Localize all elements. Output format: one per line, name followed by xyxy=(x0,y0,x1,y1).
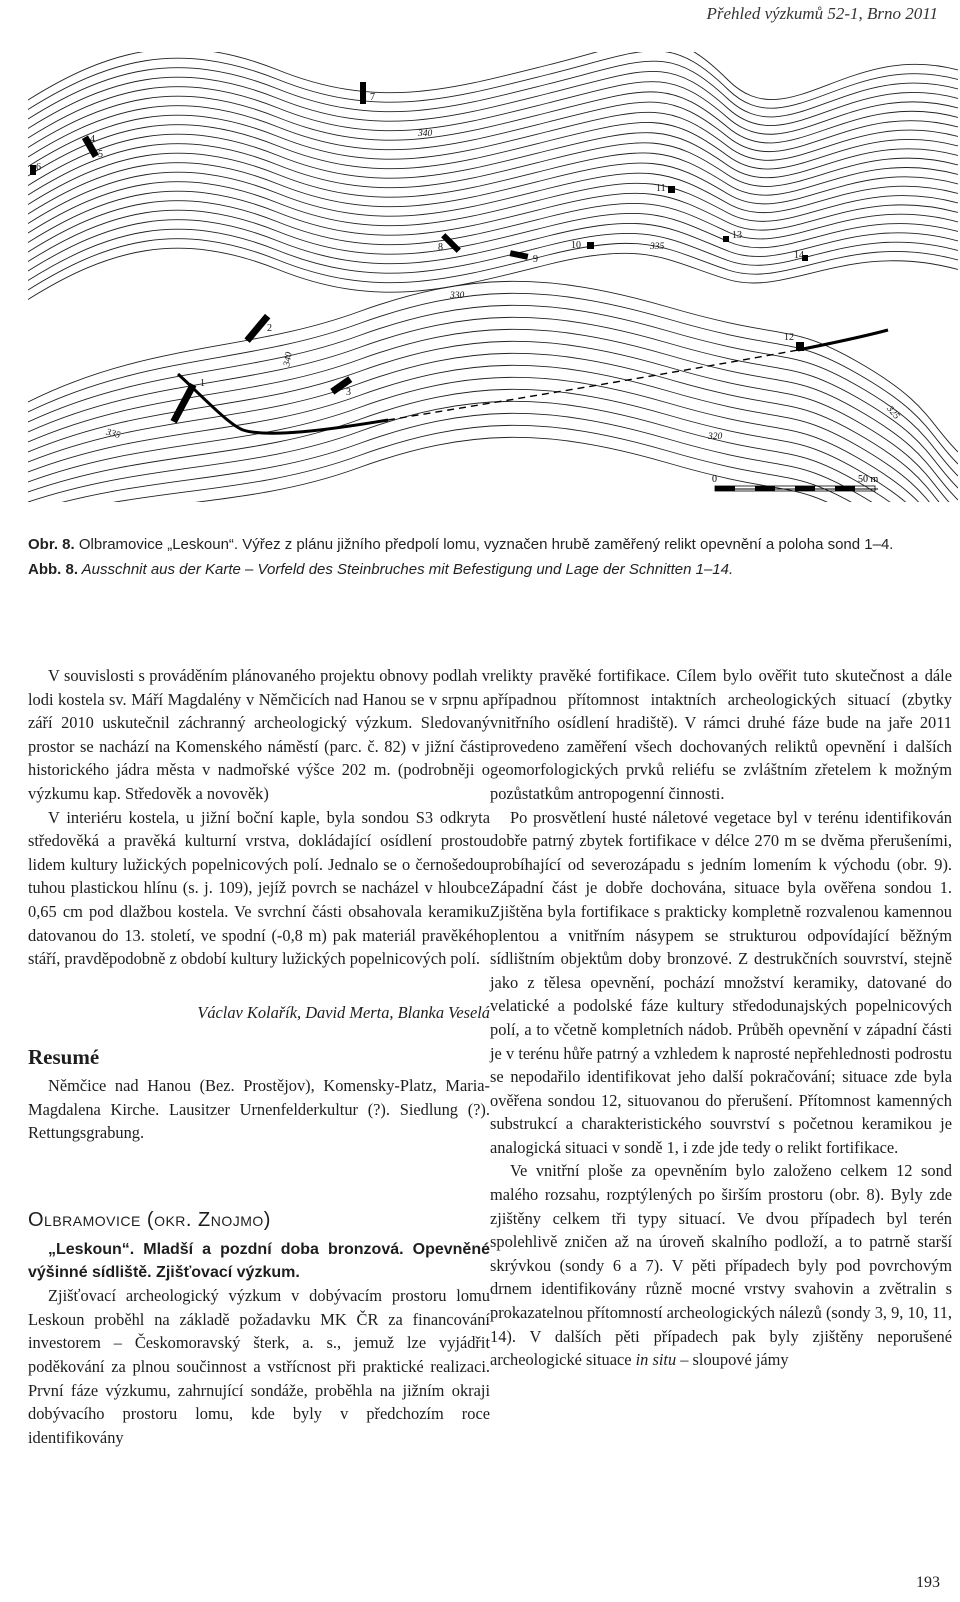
trench-label-12: 12 xyxy=(784,332,794,343)
right-paragraph-3 xyxy=(490,1159,952,1371)
contour-line xyxy=(28,52,958,100)
right-paragraph-3-end: – sloupové jámy xyxy=(676,1350,789,1370)
contour-label-335-west: 335 xyxy=(104,427,122,441)
contour-map xyxy=(28,52,958,502)
caption-czech xyxy=(28,534,940,555)
contour-map-figure xyxy=(28,52,958,502)
trench-9 xyxy=(510,250,529,260)
trench-7 xyxy=(360,82,366,104)
running-head: Přehled výzkumů 52-1, Brno 2011 xyxy=(706,4,938,23)
right-paragraph-3-text: Ve vnitřní ploše za opevněním bylo založeno celkem 12 sond malého rozsahu, rozptýlených po širším prostoru (obr. 8). Byly zde zjištěny celkem tři typy situací. Ve dvou případech byl terén spolehlivě zničen až na úroveň skalního podloží, a to patrně starší skrývkou (sondy 6 a 7). V pěti případech byly pod povrchovým drnem identifikovány různě mocné vrstvy svahovin a zvětralin s prokazatelnou přítomností archeologických nálezů (sondy 3, 9, 10, 11, 14). V dalších pěti případech pak byly zjištěny neporušené archeologické situace xyxy=(490,1161,952,1370)
right-column xyxy=(490,664,952,1372)
contour-line xyxy=(28,92,958,148)
authors: Václav Kolařík, David Merta, Blanka Veselá xyxy=(197,1002,490,1022)
contour-label-325: 325 xyxy=(884,404,902,422)
contour-line xyxy=(28,182,958,233)
contour-label-340-south: 340 xyxy=(282,351,295,368)
left-paragraph-3: Zjišťovací archeologický výzkum v dobývacím prostoru lomu Leskoun proběhl na základě požadavku MK ČR za financování investorem – Českomoravský šterk, a. s., jemuž lze vyjádřit poděkování za plnou součinnost a vstřícnost při praktické realizaci. První fáze výzkumu, zahrnující sondáže, proběhla na jižním okraji dobývacího prostoru lomu, kde byly v předchozím roce identifikovány xyxy=(28,1286,490,1447)
caption-czech-text: Olbramovice „Leskoun“. Výřez z plánu jižního předpolí lomu, vyznačen hrubě zaměřený relikt opevnění a poloha sond 1–4. xyxy=(74,536,894,553)
left-paragraph-1: V souvislosti s prováděním plánovaného projektu obnovy podlah v lodi kostela sv. Máří Magdalény v Němčicích nad Hanou se v srpnu a září 2010 uskutečnil záchranný archeologický výzkum. Sledovaný prostor se nachází na Komenského náměstí (parc. č. 82) v jižní části historického jádra města v nadmořské výšce 202 m. (podrobněji o výzkumu kap. Středověk a novověk) xyxy=(28,666,490,803)
trench-label-11: 11 xyxy=(656,183,666,194)
trench-label-6: 6 xyxy=(36,162,41,173)
contour-line xyxy=(28,191,958,242)
right-paragraph-2: Po prosvětlení husté náletové vegetace byl v terénu identifikován dobře patrný zbytek fortifikace v délce 270 m se dvěma přerušeními, probíhající od severozápadu s jedním lomením k východu (obr. 9). Západní část je dobře dochována, situace byla ověřena sondou 1. Zjištěna byla fortifikace s prakticky kompletně rozvalenou kamennou plentou a vnitřním násypem se strukturou odpovídající běžným sídlištním objektům doby bronzové. Z destrukčních souvrství, stejně jako z tělesa opevnění, pochází množství keramiky, datované do velatické a podolské fáze kultury středodunajských popelnicových polí, a to včetně kompletních nádob. Průběh opevnění v západní části je v terénu hůře patrný a vzhledem k naprosté nepřehlednosti podrostu se nepodařilo identifikovat jeho další pokračování; situace zde byla ověřena sondou 12, situovanou do přerušení. Přítomnost kamenných substrukcí a charakteristického souvrství s početnou keramikou je analogická situaci v sondě 1, i zde jde tedy o relikt fortifikace. xyxy=(490,807,952,1157)
trench-label-2: 2 xyxy=(267,323,272,334)
trench-12 xyxy=(796,342,804,351)
contour-line xyxy=(28,153,958,205)
contour-line xyxy=(28,201,958,252)
site-subtitle: „Leskoun“. Mladší a pozdní doba bronzová. Opevněné výšinné sídliště. Zjišťovací výzkum. xyxy=(28,1241,490,1282)
contour-line xyxy=(28,389,958,502)
caption-german-label: Abb. 8. xyxy=(28,561,79,578)
caption-german-text: Ausschnit aus der Karte – Vorfeld des Steinbruches mit Befestigung und Lage der Schnitten 1–14. xyxy=(78,561,734,578)
contour-line xyxy=(28,102,958,157)
contour-label-340-north: 340 xyxy=(418,129,433,139)
contour-line xyxy=(28,437,958,502)
contour-label-320: 320 xyxy=(708,432,723,442)
scale-bar xyxy=(712,474,879,491)
site-heading: Olbramovice (okr. Znojmo) xyxy=(28,1208,271,1231)
contour-line xyxy=(28,61,958,119)
trench-label-4: 4 xyxy=(90,134,95,145)
trench-label-5: 5 xyxy=(98,149,103,160)
resume-heading: Resumé xyxy=(28,1045,100,1070)
trench-label-1: 1 xyxy=(200,378,205,389)
contour-line xyxy=(28,341,958,502)
caption-czech-label: Obr. 8. xyxy=(28,536,75,553)
page-number: 193 xyxy=(916,1574,940,1591)
figure-caption xyxy=(28,534,940,580)
trench-label-7: 7 xyxy=(370,92,375,103)
contour-line xyxy=(28,82,958,138)
contour-label-335-east: 335 xyxy=(650,242,665,252)
contour-line xyxy=(28,71,958,128)
trench-label-10: 10 xyxy=(571,240,581,251)
trench-label-3: 3 xyxy=(346,387,351,398)
contour-line xyxy=(28,143,958,195)
trench-10 xyxy=(587,242,594,249)
contour-line xyxy=(28,172,958,223)
contour-line xyxy=(28,365,958,502)
contour-line xyxy=(28,163,958,214)
contour-line xyxy=(28,52,958,110)
scale-zero-label: 0 xyxy=(712,474,717,485)
left-paragraph-2: V interiéru kostela, u jižní boční kaple, byla sondou S3 odkryta středověká a pravěká kulturní vrstva, dokládající osídlení prostou lidem kultury lužických popelnicových polí. Jednalo se o černošedou tuhou plastickou hlínu (s. j. 109), jejíž povrch se nacházel v hloubce 0,65 cm pod dlažbou kostela. Ve svrchní části obsahovala keramiku datovanou do 13. století, ve spodní (-0,8 m) pak materiál pravěkého stáří, pravděpodobně z období kultury lužických popelnicových polí. xyxy=(28,807,490,969)
contour-line xyxy=(28,353,958,502)
trench-label-14: 14 xyxy=(794,250,804,261)
trench-11 xyxy=(668,186,675,193)
trench-label-9: 9 xyxy=(533,254,538,265)
trench-13 xyxy=(723,236,729,242)
contour-label-330: 330 xyxy=(450,291,465,301)
right-paragraph-1: relikty pravěké fortifikace. Cílem bylo ověřit tuto skutečnost a dále případnou přítomnost intaktních archeologických situací (zbytky vnitřního osídlení hradiště). V rámci druhé fáze bude na jaře 2011 provedeno zaměření všech dochovaných reliktů opevnění i dalších geomorfologických prvků reliéfu se zvláštním zřetelem k možným pozůstatkům antropogenní činnosti. xyxy=(490,666,952,803)
right-paragraph-3-italic: in situ xyxy=(635,1350,677,1370)
trench-label-13: 13 xyxy=(732,230,742,241)
trench-label-8: 8 xyxy=(438,242,443,253)
scale-end-label: 50 m xyxy=(858,474,879,485)
contour-line xyxy=(28,248,958,299)
resume-text: Němčice nad Hanou (Bez. Prostějov), Komensky-Platz, Maria-Magdalena Kirche. Lausitzer Urnenfelderkultur (?). Siedlung (?). Rettungsgrabung. xyxy=(28,1075,490,1143)
contour-line xyxy=(28,377,958,502)
caption-german xyxy=(28,559,940,580)
left-column xyxy=(28,664,490,1449)
